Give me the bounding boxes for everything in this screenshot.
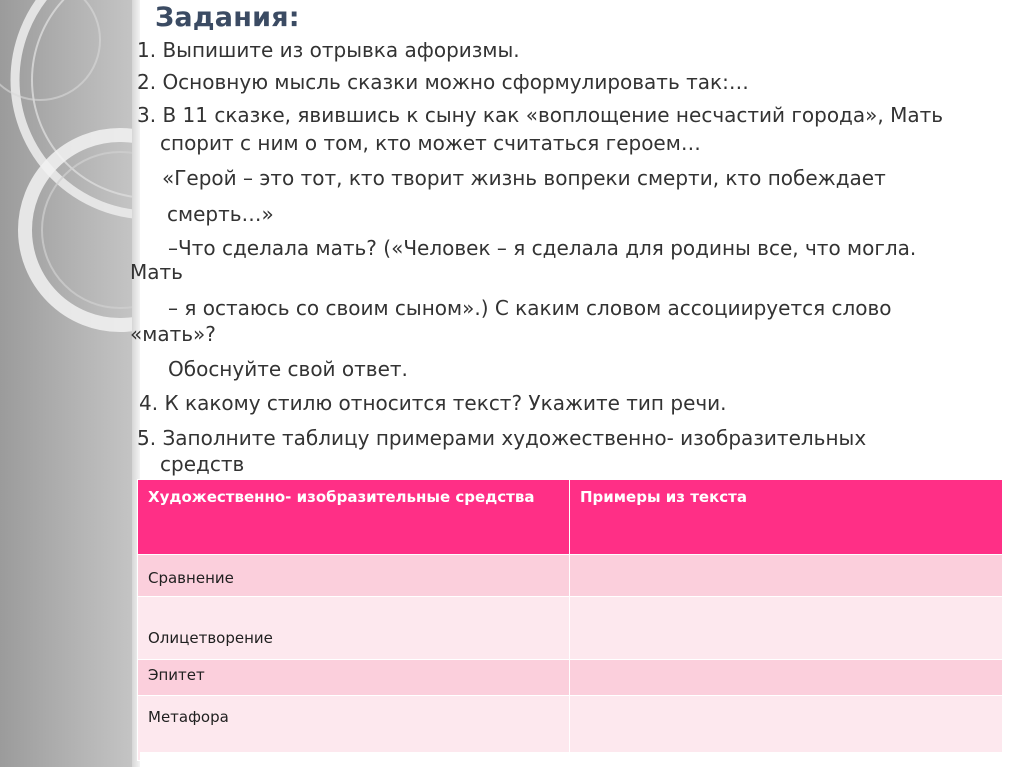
- question-line-4: «мать»?: [130, 322, 216, 346]
- row-label-comparison: Сравнение: [138, 555, 570, 597]
- header-examples: Примеры из текста: [570, 480, 1003, 555]
- row-label-metaphor: Метафора: [138, 696, 570, 761]
- question-line-1: –Что сделала мать? («Человек – я сделала для родины все, что могла.: [168, 236, 917, 260]
- row-label-personification: Олицетворение: [138, 597, 570, 660]
- slide-bottom-margin: [140, 752, 1024, 767]
- question-line-3: – я остаюсь со своим сыном».) С каким словом ассоциируется слово: [168, 296, 892, 320]
- row-example-cell[interactable]: [570, 660, 1003, 696]
- task-5-line-1: 5. Заполните таблицу примерами художественно- изобразительных: [137, 426, 867, 450]
- quote-line-2: смерть…»: [167, 202, 274, 226]
- table-row: [138, 597, 1003, 660]
- row-label-epithet: Эпитет: [138, 660, 570, 696]
- task-3-line-1: 3. В 11 сказке, явившись к сыну как «воплощение несчастий города», Мать: [137, 103, 944, 127]
- task-1: 1. Выпишите из отрывка афоризмы.: [137, 38, 520, 62]
- means-table: [137, 479, 1003, 761]
- task-3-line-2: спорит с ним о том, кто может считаться героем…: [160, 131, 701, 155]
- decorative-sidebar: [0, 0, 132, 767]
- row-example-cell[interactable]: [570, 597, 1003, 660]
- slide-title: Задания:: [155, 2, 300, 33]
- row-example-cell[interactable]: [570, 696, 1003, 761]
- table-header-row: [138, 480, 1003, 555]
- table-row: [138, 555, 1003, 597]
- task-4: 4. К какому стилю относится текст? Укажите тип речи.: [139, 391, 727, 415]
- quote-line-1: «Герой – это тот, кто творит жизнь вопреки смерти, кто побеждает: [162, 166, 886, 190]
- header-means: Художественно- изобразительные средства: [138, 480, 570, 555]
- table-row: [138, 696, 1003, 761]
- question-line-2: Мать: [130, 260, 183, 284]
- task-5-line-2: средств: [160, 452, 245, 476]
- task-2: 2. Основную мысль сказки можно сформулировать так:…: [137, 70, 749, 94]
- table-row: [138, 660, 1003, 696]
- decorative-circles: [0, 0, 132, 767]
- justify-line: Обоснуйте свой ответ.: [168, 357, 408, 381]
- row-example-cell[interactable]: [570, 555, 1003, 597]
